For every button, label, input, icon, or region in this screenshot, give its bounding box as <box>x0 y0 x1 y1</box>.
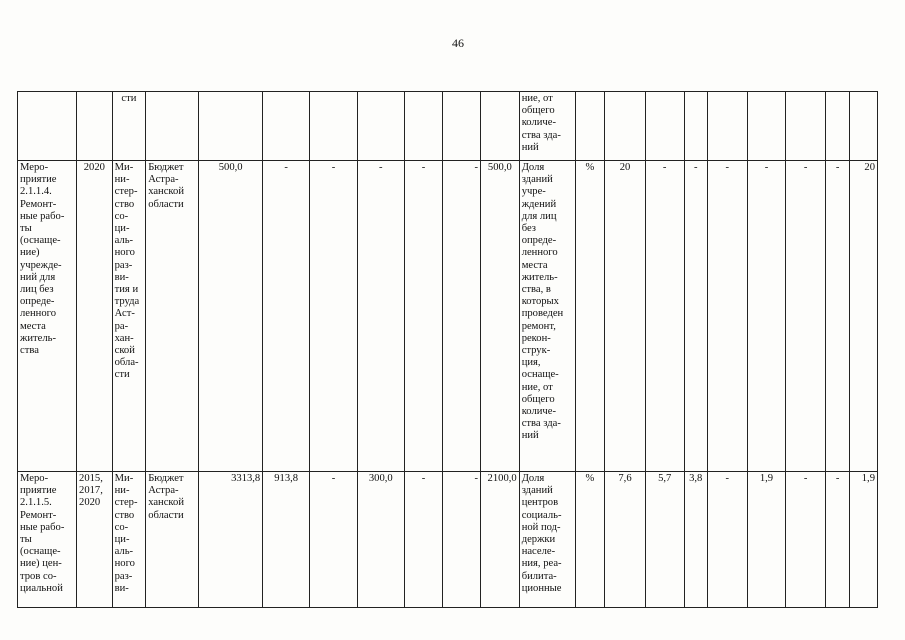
indicator-value-cell: - <box>786 161 826 472</box>
amount-cell: 2100,0 <box>481 472 520 608</box>
table-row <box>18 472 878 608</box>
indicator-value-cell: - <box>707 161 747 472</box>
year-cell <box>77 92 113 161</box>
executor-cell: сти <box>112 92 146 161</box>
amount-cell: - <box>404 161 443 472</box>
executor-cell: Ми- ни- стер- ство со- ци- аль- ного раз- ви- <box>112 472 146 608</box>
amount-cell: 300,0 <box>357 472 404 608</box>
funding-source-cell <box>146 92 199 161</box>
indicator-value-cell <box>684 92 707 161</box>
amount-cell <box>310 92 358 161</box>
total-amount-cell: 500,0 <box>199 161 263 472</box>
amount-cell: - <box>357 161 404 472</box>
indicator-value-cell: 1,9 <box>747 472 786 608</box>
indicator-cell: Доля зданий учре- ждений для лиц без опреде- ленного места житель- ства, в которых проведен ремонт, рекон- струк- ция, оснаще- ние, от общего количе- ства зда- ний <box>519 161 575 472</box>
amount-cell: 913,8 <box>263 472 310 608</box>
total-amount-cell <box>199 92 263 161</box>
unit-cell: % <box>575 161 605 472</box>
measure-name-cell <box>18 92 77 161</box>
amount-cell: - <box>443 161 481 472</box>
year-cell: 2015, 2017, 2020 <box>77 472 113 608</box>
measure-name-cell: Меро- приятие 2.1.1.4. Ремонт- ные рабо- ты (оснаще- ние) учрежде- ний для лиц без опреде- ленного места житель- ства <box>18 161 77 472</box>
amount-cell: - <box>263 161 310 472</box>
indicator-value-cell: - <box>825 161 849 472</box>
unit-cell <box>575 92 605 161</box>
indicator-value-cell: - <box>645 161 684 472</box>
amount-cell <box>263 92 310 161</box>
indicator-total-cell <box>850 92 878 161</box>
indicator-value-cell: - <box>747 161 786 472</box>
measure-name-cell: Меро- приятие 2.1.1.5. Ремонт- ные рабо- ты (оснаще- ние) цен- тров со- циальной <box>18 472 77 608</box>
indicator-value-cell: 7,6 <box>605 472 646 608</box>
funding-source-cell: Бюджет Астра- ханской области <box>146 161 199 472</box>
indicator-total-cell: 1,9 <box>850 472 878 608</box>
indicator-value-cell <box>645 92 684 161</box>
indicator-value-cell: - <box>825 472 849 608</box>
table-row <box>18 161 878 472</box>
table-row <box>18 92 878 161</box>
amount-cell: - <box>310 472 358 608</box>
indicator-value-cell: - <box>707 472 747 608</box>
page-number: 46 <box>452 36 464 50</box>
indicator-cell: Доля зданий центров социаль- ной под- держки населе- ния, реа- билита- ционные <box>519 472 575 608</box>
total-amount-cell: 3313,8 <box>199 472 263 608</box>
indicator-value-cell <box>786 92 826 161</box>
amount-cell: - <box>310 161 358 472</box>
amount-cell <box>404 92 443 161</box>
indicator-value-cell: 20 <box>605 161 646 472</box>
indicator-value-cell <box>605 92 646 161</box>
amount-cell: - <box>404 472 443 608</box>
amount-cell: - <box>443 472 481 608</box>
program-table <box>17 91 878 608</box>
indicator-value-cell <box>707 92 747 161</box>
indicator-value-cell: 5,7 <box>645 472 684 608</box>
indicator-value-cell: 3,8 <box>684 472 707 608</box>
indicator-value-cell <box>747 92 786 161</box>
executor-cell: Ми- ни- стер- ство со- ци- аль- ного раз- ви- тия и труда Аст- ра- хан- ской обла- сти <box>112 161 146 472</box>
indicator-value-cell: - <box>684 161 707 472</box>
indicator-value-cell: - <box>786 472 826 608</box>
indicator-total-cell: 20 <box>850 161 878 472</box>
amount-cell: 500,0 <box>481 161 520 472</box>
unit-cell: % <box>575 472 605 608</box>
funding-source-cell: Бюджет Астра- ханской области <box>146 472 199 608</box>
indicator-value-cell <box>825 92 849 161</box>
amount-cell <box>443 92 481 161</box>
amount-cell <box>357 92 404 161</box>
amount-cell <box>481 92 520 161</box>
indicator-cell: ние, от общего количе- ства зда- ний <box>519 92 575 161</box>
year-cell: 2020 <box>77 161 113 472</box>
